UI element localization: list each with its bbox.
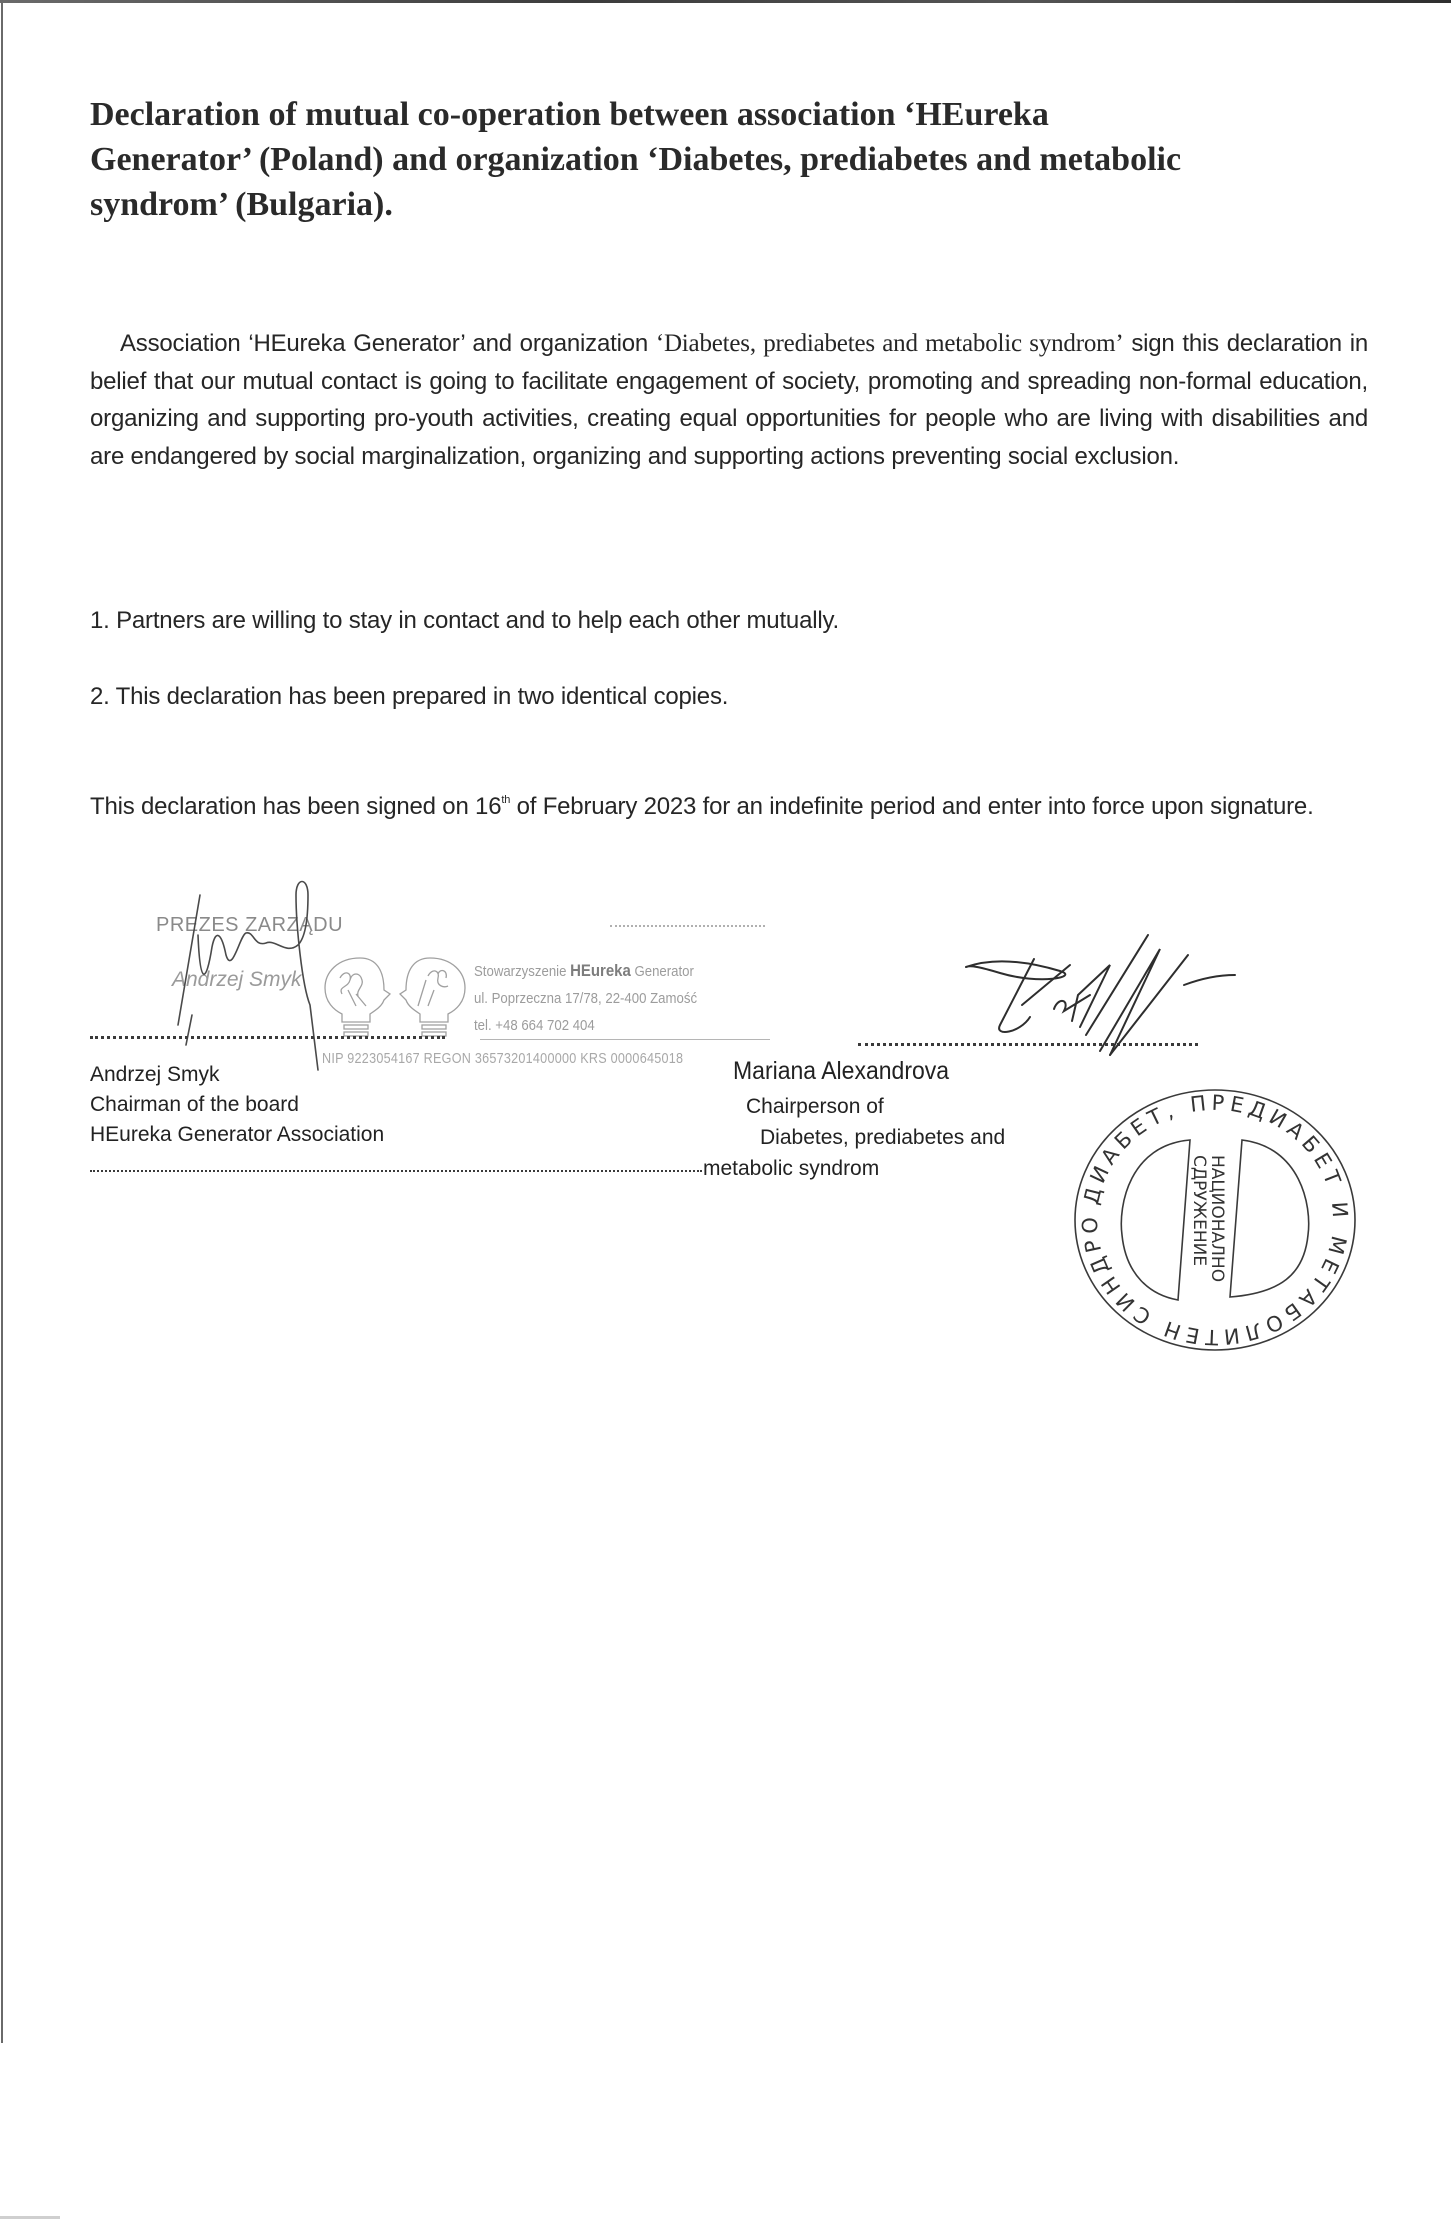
scan-mark-bottom: [0, 2216, 60, 2219]
left-signatory-name: Andrzej Smyk: [90, 1063, 220, 1086]
right-signatory-role-line-1: Chairperson of: [746, 1095, 884, 1118]
left-signatory-block: [90, 1060, 384, 1150]
closing-paragraph: [90, 782, 1330, 825]
intro-rest: sign this declaration in belief that our mutual contact is going to facilitate engagement of society, promoting and spreading non-formal education, organizing and supporting pro-youth activities, creating equal opportunities for people who are living with disabilities and are endangered by social marginalization, organizing and supporting actions preventing social exclusion.: [90, 330, 1368, 470]
intro-paragraph: [90, 325, 1368, 475]
round-seal-inner-line-1: НАЦИОНАЛНО: [1207, 1155, 1227, 1283]
signature-mariana-alexandrova-icon: [960, 925, 1280, 1085]
closing-before-day: This declaration has been signed on 16: [90, 793, 502, 820]
stamp-president-name: Andrzej Smyk: [172, 968, 302, 991]
stamp-president-title: PREZES ZARZĄDU: [156, 914, 344, 936]
association-stamp-name: Stowarzyszenie HEureka Generator: [474, 961, 694, 980]
round-seal-inner-line-2: СДРУЖЕНИЕ: [1189, 1155, 1209, 1267]
association-stamp-address: ul. Poprzeczna 17/78, 22-400 Zamość: [474, 990, 698, 1007]
title-line-3: syndrom’ (Bulgaria).: [90, 186, 393, 223]
association-stamp-ids: NIP 9223054167 REGON 36573201400000 KRS 0000645018: [322, 1050, 684, 1067]
right-signatory-name: Mariana Alexandrova: [733, 1057, 950, 1085]
right-signatory-role-line-2: Diabetes, prediabetes and: [760, 1126, 1006, 1149]
association-stamp: [474, 957, 697, 1039]
association-stamp-rule: [480, 1039, 770, 1040]
document-title: [90, 92, 1390, 227]
round-seal-icon: [1058, 1066, 1360, 1355]
scan-border-left: [1, 0, 3, 2043]
title-line-1: Declaration of mutual co-operation between association ‘HEureka: [90, 96, 1049, 133]
left-signature-line: [90, 1036, 445, 1039]
intro-lead: Association ‘HEureka Generator’ and organization: [120, 330, 656, 357]
title-line-2: Generator’ (Poland) and organization ‘Diabetes, prediabetes and metabolic: [90, 141, 1182, 178]
closing-after-day: of February 2023 for an indefinite period and enter into force upon signature.: [510, 793, 1314, 820]
point-2: 2. This declaration has been prepared in two identical copies.: [90, 683, 729, 710]
point-1: 1. Partners are willing to stay in contact and to help each other mutually.: [90, 607, 839, 634]
left-signatory-role: Chairman of the board: [90, 1093, 299, 1116]
intro-org-name: ‘Diabetes, prediabetes and metabolic syndrom’: [655, 330, 1124, 357]
association-stamp-phone: tel. +48 664 702 404: [474, 1017, 595, 1034]
scan-border-top: [0, 0, 1451, 3]
closing-day-suffix: th: [501, 794, 511, 806]
association-stamp-brand: HEureka: [570, 961, 631, 980]
left-signatory-organization: HEureka Generator Association: [90, 1123, 385, 1146]
signature-andrzej-smyk-icon: [150, 875, 350, 1075]
round-seal-outer-text: ДИАБЕТ, ПРЕДИАБЕТ И МЕТАБОЛИТЕН СИНДРОМ •: [1058, 1066, 1353, 1350]
faint-scan-dots: [610, 925, 765, 927]
right-signatory-role-line-3: metabolic syndrom: [703, 1157, 880, 1180]
bottom-dotted-line: [90, 1170, 702, 1172]
